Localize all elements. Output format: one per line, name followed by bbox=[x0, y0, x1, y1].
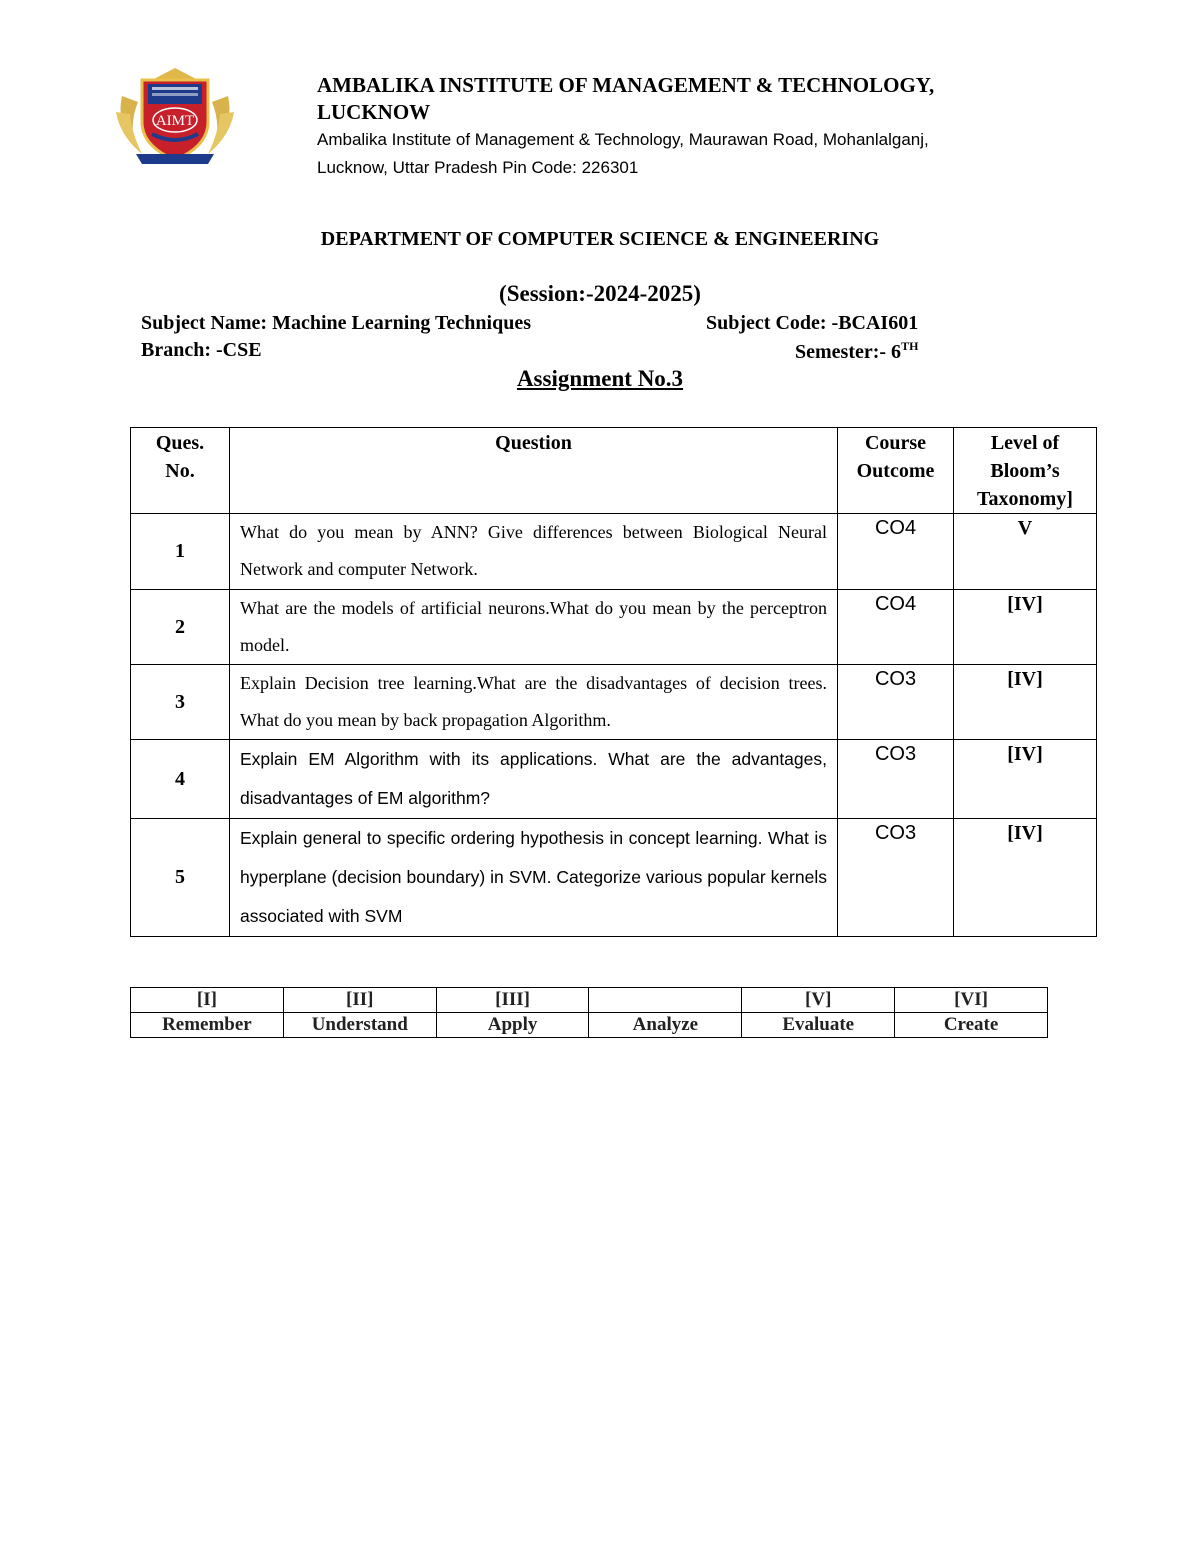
course-outcome: CO3 bbox=[838, 665, 954, 740]
bloom-level: [IV] bbox=[954, 819, 1097, 937]
address-line1: Ambalika Institute of Management & Technology, Maurawan Road, Mohanlalganj, bbox=[317, 130, 929, 149]
institute-name-line1: AMBALIKA INSTITUTE OF MANAGEMENT & TECHNOLOGY, bbox=[317, 73, 935, 97]
course-outcome: CO3 bbox=[838, 819, 954, 937]
institute-name-line2: LUCKNOW bbox=[317, 100, 431, 124]
question-table bbox=[130, 427, 1097, 937]
question-text: Explain Decision tree learning.What are the disadvantages of decision trees. What do you mean by back propagation Algorithm. bbox=[230, 665, 838, 740]
bloom-numeral: [II] bbox=[283, 988, 436, 1013]
question-text: Explain EM Algorithm with its applications. What are the advantages, disadvantages of EM algorithm? bbox=[230, 740, 838, 819]
header-level-line1: Level of bbox=[990, 432, 1060, 454]
question-number: 3 bbox=[131, 665, 230, 740]
bloom-name: Evaluate bbox=[742, 1013, 895, 1038]
institute-logo bbox=[112, 66, 238, 168]
course-outcome: CO4 bbox=[838, 590, 954, 665]
bloom-name: Create bbox=[895, 1013, 1048, 1038]
table-header-row bbox=[131, 428, 1097, 514]
question-number: 1 bbox=[131, 514, 230, 590]
bloom-level: [IV] bbox=[954, 665, 1097, 740]
table-row bbox=[131, 819, 1097, 937]
bloom-name: Understand bbox=[283, 1013, 436, 1038]
table-row bbox=[131, 740, 1097, 819]
institute-address bbox=[317, 126, 1077, 182]
header-qno-line1: Ques. bbox=[155, 432, 205, 454]
semester bbox=[795, 339, 918, 364]
header-qno bbox=[131, 428, 230, 514]
bloom-taxonomy-table bbox=[130, 987, 1048, 1038]
subject-code: Subject Code: -BCAI601 bbox=[706, 312, 919, 334]
bloom-level: [IV] bbox=[954, 590, 1097, 665]
course-outcome: CO3 bbox=[838, 740, 954, 819]
bloom-numeral: [VI] bbox=[895, 988, 1048, 1013]
department-title: DEPARTMENT OF COMPUTER SCIENCE & ENGINEERING bbox=[320, 228, 880, 250]
course-outcome: CO4 bbox=[838, 514, 954, 590]
bloom-numeral: [I] bbox=[131, 988, 284, 1013]
table-row bbox=[131, 514, 1097, 590]
table-row bbox=[131, 590, 1097, 665]
address-line2: Lucknow, Uttar Pradesh Pin Code: 226301 bbox=[317, 158, 639, 177]
bloom-name-row bbox=[131, 1013, 1048, 1038]
bloom-level: V bbox=[954, 514, 1097, 590]
question-number: 2 bbox=[131, 590, 230, 665]
question-text: What do you mean by ANN? Give differences between Biological Neural Network and computer Network. bbox=[230, 514, 838, 590]
question-text: What are the models of artificial neurons.What do you mean by the perceptron model. bbox=[230, 590, 838, 665]
question-number: 5 bbox=[131, 819, 230, 937]
bloom-name: Analyze bbox=[589, 1013, 742, 1038]
bloom-numeral bbox=[589, 988, 742, 1013]
header-co-line2: Outcome bbox=[856, 460, 935, 482]
question-number: 4 bbox=[131, 740, 230, 819]
institute-name bbox=[317, 72, 1077, 126]
logo-text: AIMT bbox=[155, 113, 195, 129]
header-level-line2: Bloom’s bbox=[990, 460, 1060, 482]
question-text: Explain general to specific ordering hypothesis in concept learning. What is hyperplane (decision boundary) in SVM. Categorize various popular kernels associated with SVM bbox=[230, 819, 838, 937]
semester-suffix: TH bbox=[901, 339, 919, 353]
header-qno-line2: No. bbox=[165, 460, 195, 482]
semester-value: Semester:- 6 bbox=[795, 341, 902, 363]
bloom-numeral-row bbox=[131, 988, 1048, 1013]
header-course-outcome bbox=[838, 428, 954, 514]
subject-name: Subject Name: Machine Learning Techniques bbox=[141, 312, 532, 334]
header-co-line1: Course bbox=[864, 432, 927, 454]
header-question: Question bbox=[230, 428, 838, 514]
bloom-numeral: [V] bbox=[742, 988, 895, 1013]
bloom-name: Apply bbox=[436, 1013, 589, 1038]
header-level-line3: Taxonomy] bbox=[977, 488, 1073, 510]
header-bloom-level bbox=[954, 428, 1097, 514]
branch: Branch: -CSE bbox=[141, 339, 262, 361]
bloom-name: Remember bbox=[131, 1013, 284, 1038]
assignment-title: Assignment No.3 bbox=[516, 366, 684, 391]
bloom-level: [IV] bbox=[954, 740, 1097, 819]
table-row bbox=[131, 665, 1097, 740]
bloom-numeral: [III] bbox=[436, 988, 589, 1013]
session: (Session:-2024-2025) bbox=[499, 281, 701, 306]
